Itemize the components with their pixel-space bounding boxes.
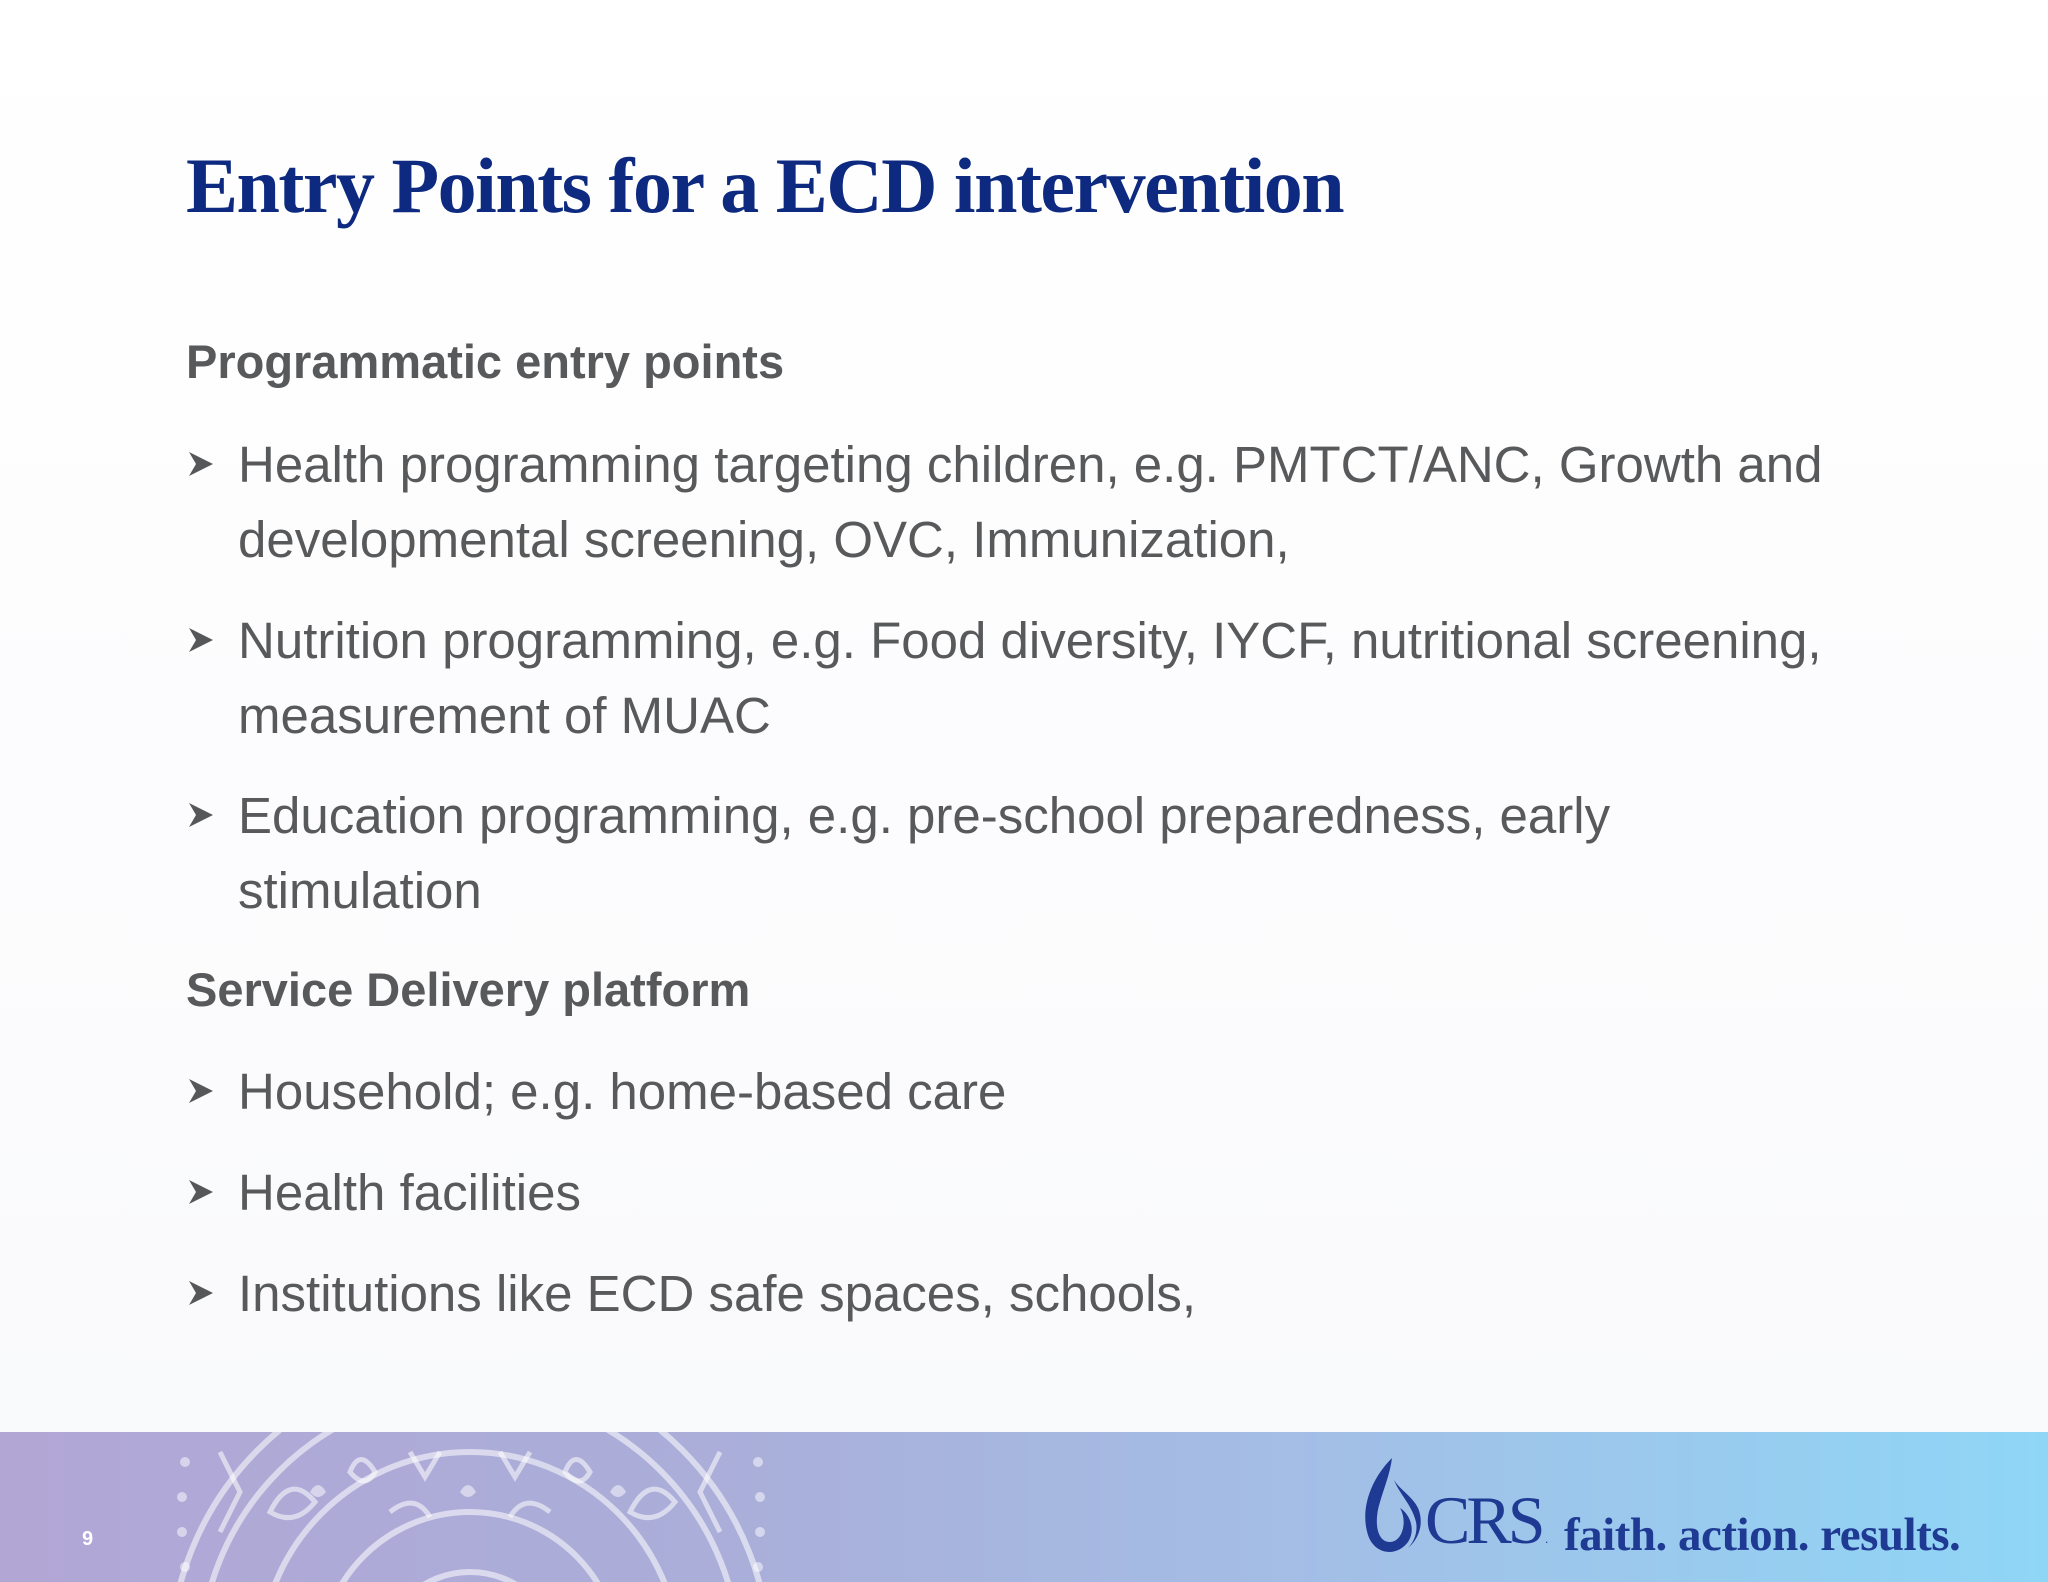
logo-registered-mark: . xyxy=(1545,1532,1549,1546)
arrowhead-bullet-icon xyxy=(186,1076,216,1106)
bullet-nutrition-programming xyxy=(186,603,1886,753)
bullet-health-programming xyxy=(186,427,1886,577)
bullet-line: Education programming, e.g. pre-school preparedness, early xyxy=(238,787,1611,844)
logo-acronym: CRS xyxy=(1425,1482,1542,1558)
arrowhead-bullet-icon xyxy=(186,1278,216,1308)
crs-logo xyxy=(1350,1450,2010,1570)
section-heading-programmatic: Programmatic entry points xyxy=(186,335,785,388)
bullet-line: Nutrition programming, e.g. Food diversity, IYCF, nutritional screening, xyxy=(238,612,1822,669)
section-heading-service-delivery: Service Delivery platform xyxy=(186,963,751,1016)
arrowhead-bullet-icon xyxy=(186,1177,216,1207)
arrowhead-bullet-icon xyxy=(186,625,216,655)
bullet-institutions xyxy=(186,1256,1886,1331)
bullet-line: Household; e.g. home-based care xyxy=(238,1063,1007,1120)
bullet-line: Health facilities xyxy=(238,1164,581,1221)
slide-title: Entry Points for a ECD intervention xyxy=(186,142,1344,229)
bullet-household xyxy=(186,1054,1886,1129)
bullet-line: Health programming targeting children, e.g. PMTCT/ANC, Growth and xyxy=(238,436,1823,493)
page-number: 9 xyxy=(82,1528,94,1550)
bullet-line: measurement of MUAC xyxy=(238,687,771,744)
mandala-pattern xyxy=(160,1432,820,1582)
bullet-line: Institutions like ECD safe spaces, schools, xyxy=(238,1265,1197,1322)
arrowhead-bullet-icon xyxy=(186,800,216,830)
bullet-health-facilities xyxy=(186,1155,1886,1230)
arrowhead-bullet-icon xyxy=(186,449,216,479)
bullet-education-programming xyxy=(186,778,1886,928)
logo-tagline: faith. action. results. xyxy=(1564,1509,1961,1561)
bullet-line: stimulation xyxy=(238,862,482,919)
bullet-line: developmental screening, OVC, Immunization, xyxy=(238,511,1290,568)
flame-leaf-icon xyxy=(1350,1450,1430,1560)
